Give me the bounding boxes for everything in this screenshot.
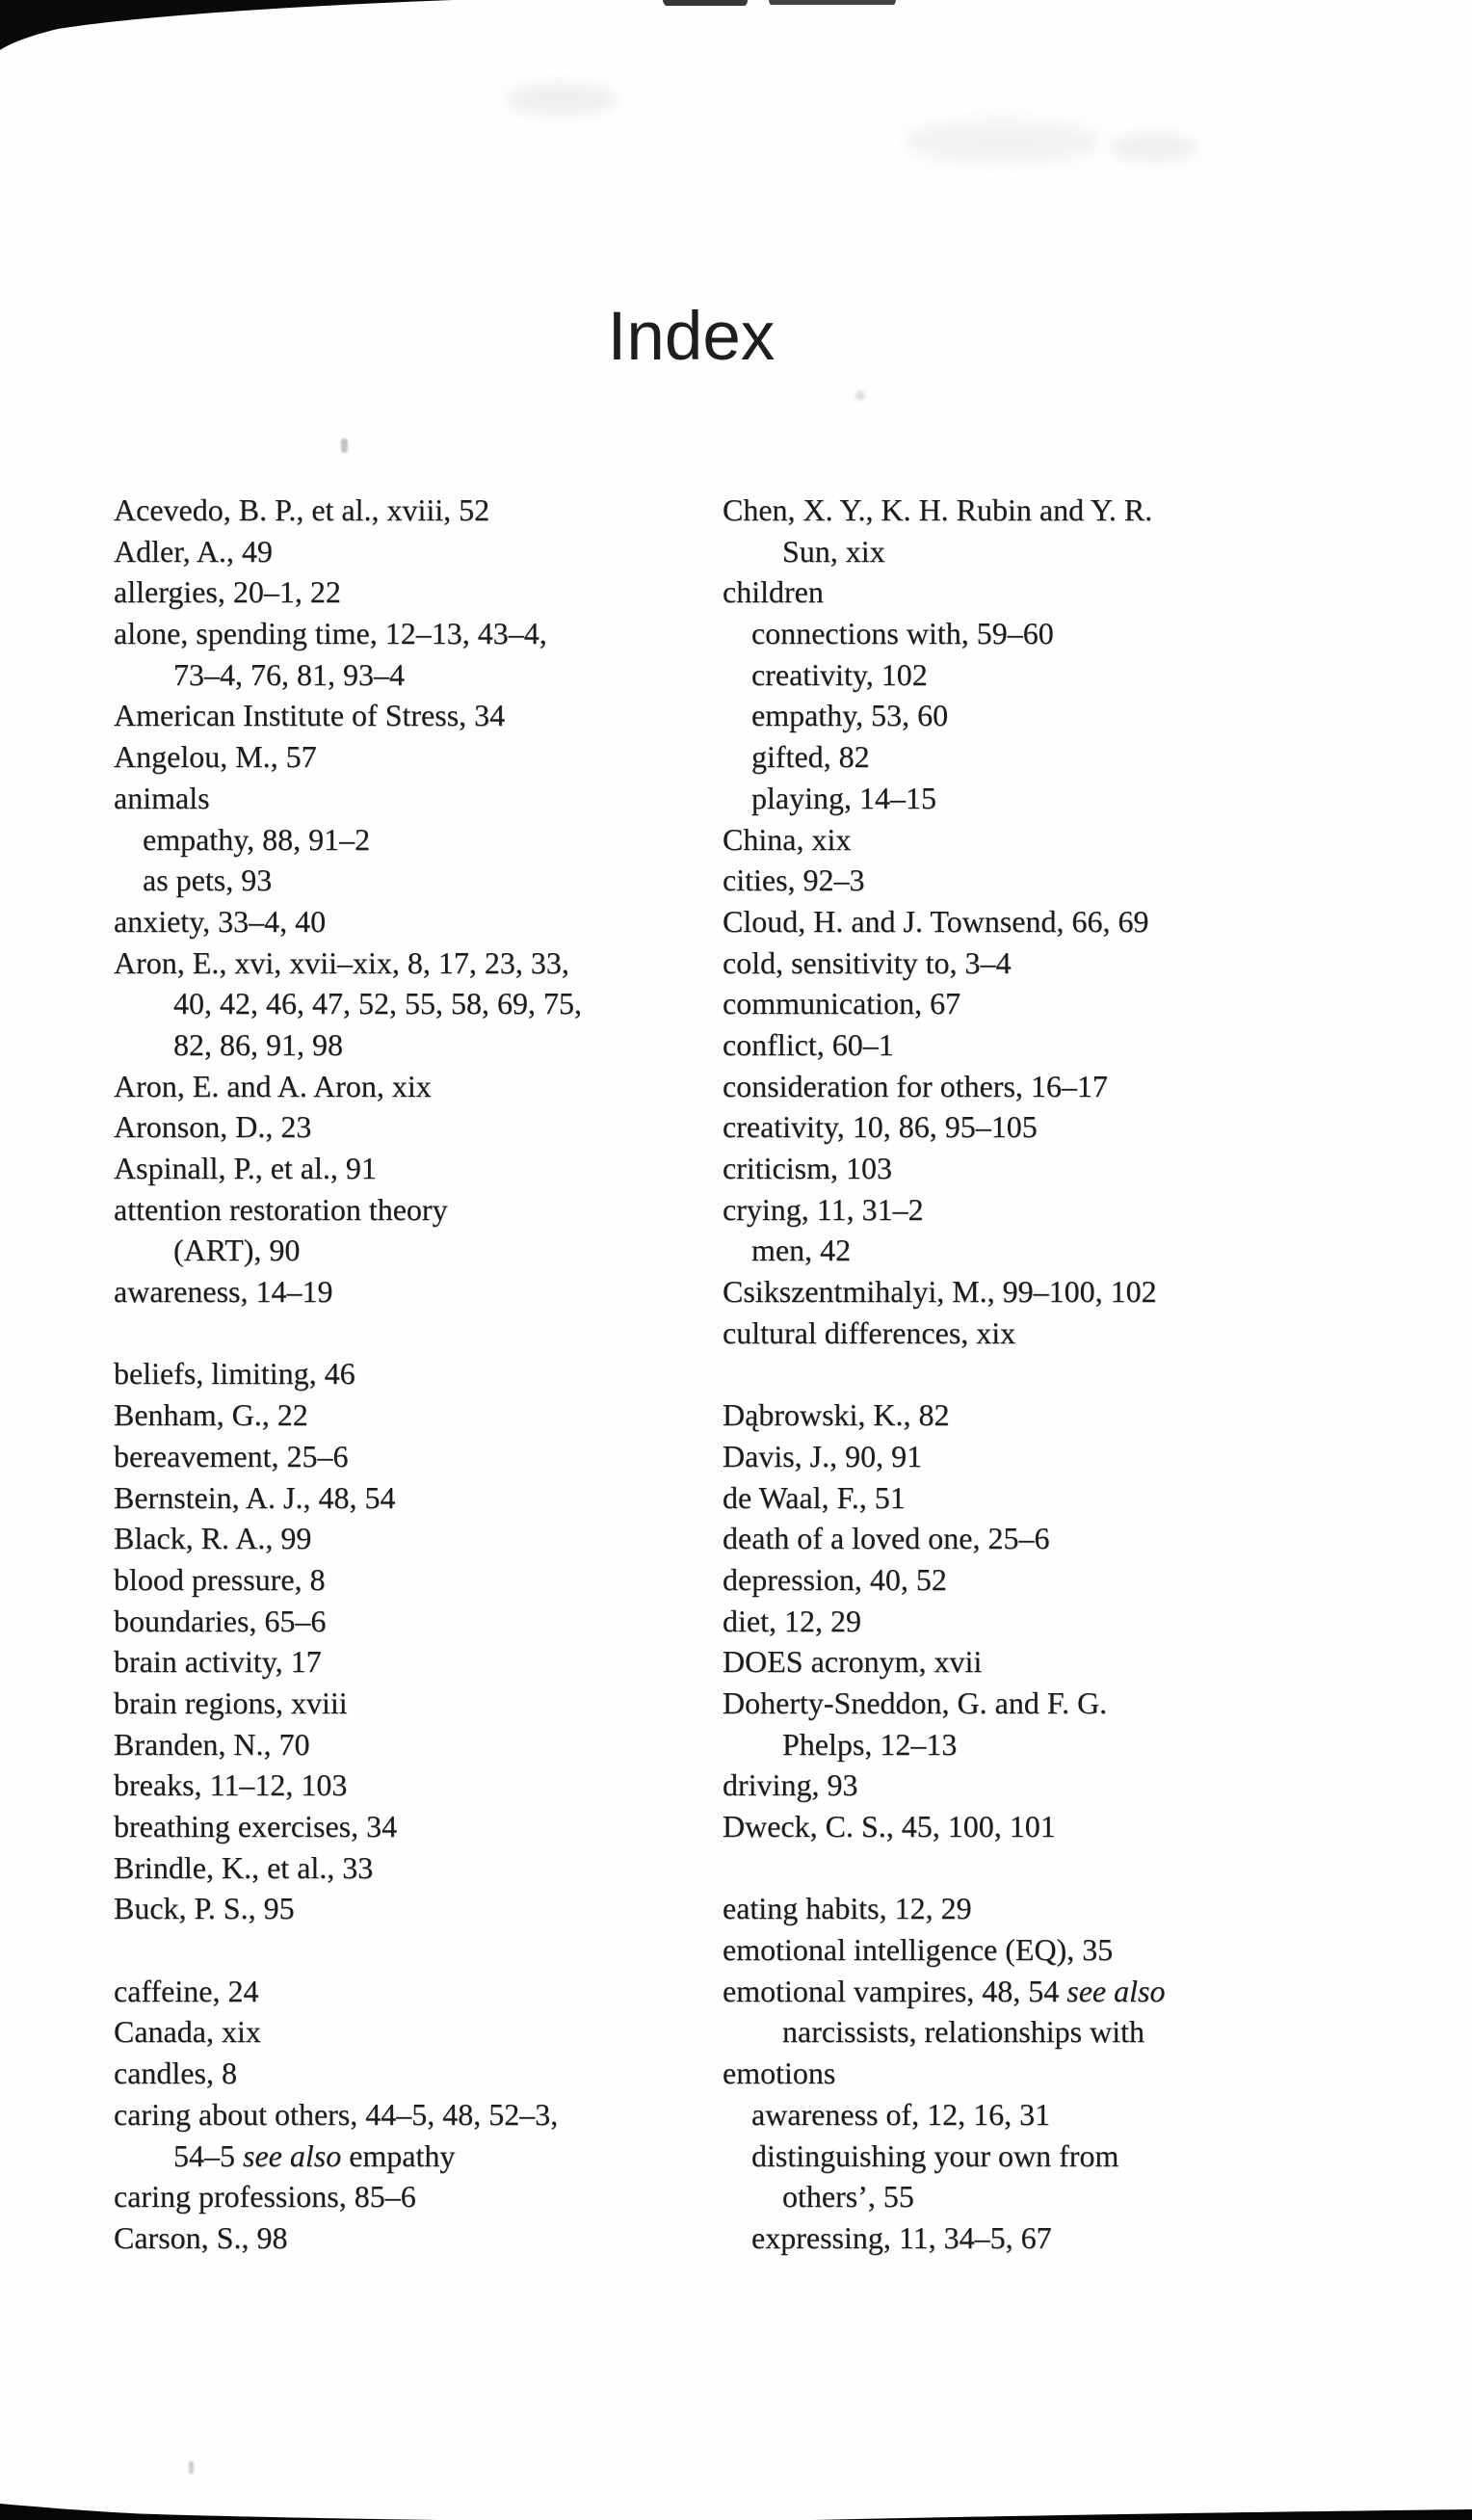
index-entry-line xyxy=(723,1024,1358,1066)
index-entry-line xyxy=(114,531,716,572)
entry-text: emotional intelligence (EQ), 35 xyxy=(723,1932,1114,1968)
entry-text: crying, 11, 31–2 xyxy=(723,1191,924,1227)
index-column-left xyxy=(114,490,716,2259)
entry-text: 54–5 xyxy=(173,2137,243,2173)
entry-text: creativity, 102 xyxy=(751,656,928,692)
entry-text: distinguishing your own from xyxy=(751,2137,1119,2173)
entry-text: children xyxy=(723,574,824,610)
entry-text: creativity, 10, 86, 95–105 xyxy=(723,1109,1038,1145)
scan-speck xyxy=(855,391,865,400)
entry-text: Sun, xix xyxy=(782,533,885,569)
entry-text: Branden, N., 70 xyxy=(114,1726,310,1762)
entry-text: Davis, J., 90, 91 xyxy=(723,1438,923,1473)
section-gap xyxy=(114,1313,716,1354)
entry-text: Phelps, 12–13 xyxy=(782,1726,958,1762)
entry-text: alone, spending time, 12–13, 43–4, xyxy=(114,616,547,651)
scan-speck xyxy=(189,2461,194,2474)
index-entry-line xyxy=(114,2135,716,2177)
index-entry-line xyxy=(723,613,1358,654)
index-entry-line xyxy=(114,1353,716,1394)
entry-text: allergies, 20–1, 22 xyxy=(114,574,341,610)
entry-text: caffeine, 24 xyxy=(114,1973,259,2008)
index-entry-line xyxy=(114,1724,716,1765)
index-entry-line xyxy=(723,654,1358,696)
scan-smudge xyxy=(1110,133,1198,162)
index-entry-line xyxy=(723,2053,1358,2094)
index-entry-line xyxy=(723,1971,1358,2012)
entry-text: Angelou, M., 57 xyxy=(114,739,317,775)
index-entry-line xyxy=(114,1847,716,1889)
entry-text: Carson, S., 98 xyxy=(114,2219,288,2255)
entry-text: cultural differences, xix xyxy=(723,1314,1016,1350)
index-entry-line xyxy=(723,1066,1358,1107)
index-entry-line xyxy=(114,613,716,654)
index-entry-line xyxy=(114,2217,716,2259)
entry-text: Dweck, C. S., 45, 100, 101 xyxy=(723,1809,1056,1844)
index-entry-line xyxy=(723,2011,1358,2053)
entry-text: animals xyxy=(114,780,210,815)
index-entry-line xyxy=(114,1230,716,1271)
entry-text: empathy xyxy=(341,2137,456,2173)
entry-text: blood pressure, 8 xyxy=(114,1561,326,1597)
index-entry-line xyxy=(114,1518,716,1559)
entry-text: 40, 42, 46, 47, 52, 55, 58, 69, 75, xyxy=(173,986,582,1021)
entry-text: emotional vampires, 48, 54 xyxy=(723,1973,1067,2008)
index-entry-line xyxy=(114,1024,716,1066)
entry-text: Doherty-Sneddon, G. and F. G. xyxy=(723,1684,1108,1720)
index-entry-line xyxy=(114,942,716,984)
entry-text: attention restoration theory xyxy=(114,1191,448,1227)
entry-text: awareness of, 12, 16, 31 xyxy=(751,2096,1051,2132)
index-entry-line xyxy=(723,695,1358,736)
entry-text: boundaries, 65–6 xyxy=(114,1603,327,1638)
index-entry-line xyxy=(723,901,1358,942)
index-entry-line xyxy=(114,901,716,942)
entry-text: communication, 67 xyxy=(723,986,961,1021)
index-column-right xyxy=(723,490,1358,2259)
index-entry-line xyxy=(723,1559,1358,1601)
entry-text: anxiety, 33–4, 40 xyxy=(114,903,327,939)
index-entry-line xyxy=(723,860,1358,901)
index-entry-line xyxy=(723,1148,1358,1189)
index-entry-line xyxy=(723,1806,1358,1847)
index-entry-line xyxy=(114,1601,716,1642)
entry-text: awareness, 14–19 xyxy=(114,1274,333,1310)
section-gap xyxy=(114,1929,716,1971)
entry-text: American Institute of Stress, 34 xyxy=(114,698,506,733)
index-entry-line xyxy=(723,2135,1358,2177)
index-entry-line xyxy=(723,1230,1358,1271)
index-entry-line xyxy=(114,1189,716,1231)
scan-speck xyxy=(341,438,348,453)
index-entry-line xyxy=(114,695,716,736)
index-entry-line xyxy=(114,1436,716,1477)
entry-text: brain activity, 17 xyxy=(114,1644,322,1680)
index-entry-line xyxy=(723,819,1358,861)
entry-text: cold, sensitivity to, 3–4 xyxy=(723,944,1012,980)
index-entry-line xyxy=(723,1601,1358,1642)
index-entry-line xyxy=(723,1888,1358,1929)
entry-text: breathing exercises, 34 xyxy=(114,1809,398,1844)
index-entry-line xyxy=(723,1106,1358,1148)
section-gap xyxy=(723,1353,1358,1394)
entry-text: Benham, G., 22 xyxy=(114,1397,308,1433)
entry-text: Buck, P. S., 95 xyxy=(114,1891,295,1926)
entry-text: narcissists, relationships with xyxy=(782,2014,1144,2050)
entry-text: connections with, 59–60 xyxy=(751,616,1054,651)
index-entry-line xyxy=(723,2176,1358,2217)
see-also-italic: see also xyxy=(243,2137,342,2173)
index-entry-line xyxy=(723,1313,1358,1354)
index-entry-line xyxy=(114,1148,716,1189)
entry-text: Aron, E. and A. Aron, xix xyxy=(114,1068,432,1103)
index-entry-line xyxy=(114,1066,716,1107)
see-also-italic: see also xyxy=(1066,1973,1166,2008)
entry-text: Brindle, K., et al., 33 xyxy=(114,1849,374,1885)
index-entry-line xyxy=(114,1806,716,1847)
entry-text: (ART), 90 xyxy=(173,1233,301,1268)
entry-text: empathy, 88, 91–2 xyxy=(143,821,371,857)
section-gap xyxy=(723,1847,1358,1889)
entry-text: brain regions, xviii xyxy=(114,1684,348,1720)
entry-text: de Waal, F., 51 xyxy=(723,1479,906,1515)
index-entry-line xyxy=(723,1436,1358,1477)
index-entry-line xyxy=(723,1518,1358,1559)
entry-text: others’, 55 xyxy=(782,2179,914,2215)
entry-text: caring professions, 85–6 xyxy=(114,2179,416,2215)
entry-text: candles, 8 xyxy=(114,2056,237,2091)
entry-text: consideration for others, 16–17 xyxy=(723,1068,1108,1103)
index-entry-line xyxy=(114,2053,716,2094)
entry-text: Aron, E., xvi, xvii–xix, 8, 17, 23, 33, xyxy=(114,944,569,980)
index-entry-line xyxy=(114,490,716,531)
entry-text: DOES acronym, xvii xyxy=(723,1644,983,1680)
index-entry-line xyxy=(723,571,1358,613)
index-entry-line xyxy=(723,490,1358,531)
entry-text: gifted, 82 xyxy=(751,739,870,775)
entry-text: China, xix xyxy=(723,821,852,857)
index-entry-line xyxy=(114,1394,716,1436)
entry-text: Aronson, D., 23 xyxy=(114,1109,312,1145)
entry-text: Aspinall, P., et al., 91 xyxy=(114,1151,377,1185)
index-entry-line xyxy=(723,1271,1358,1313)
index-entry-line xyxy=(723,1477,1358,1519)
scan-artifact-bottom-edge xyxy=(0,2499,1472,2520)
index-entry-line xyxy=(114,778,716,819)
index-entry-line xyxy=(114,860,716,901)
entry-text: Cloud, H. and J. Townsend, 66, 69 xyxy=(723,903,1149,939)
entry-text: diet, 12, 29 xyxy=(723,1603,861,1638)
index-entry-line xyxy=(114,1271,716,1313)
index-entry-line xyxy=(114,1559,716,1601)
index-entry-line xyxy=(114,1683,716,1724)
index-entry-line xyxy=(723,1683,1358,1724)
index-entry-line xyxy=(723,1764,1358,1806)
index-entry-line xyxy=(723,1724,1358,1765)
index-entry-line xyxy=(723,1929,1358,1971)
index-entry-line xyxy=(114,2176,716,2217)
index-entry-line xyxy=(723,2217,1358,2259)
index-entry-line xyxy=(723,736,1358,778)
scan-smudge xyxy=(904,119,1101,164)
page-title: Index xyxy=(607,299,775,375)
index-entry-line xyxy=(723,1394,1358,1436)
index-entry-line xyxy=(114,1106,716,1148)
index-entry-line xyxy=(114,2011,716,2053)
entry-text: conflict, 60–1 xyxy=(723,1026,894,1062)
index-entry-line xyxy=(114,1477,716,1519)
index-entry-line xyxy=(114,1641,716,1683)
index-entry-line xyxy=(114,1764,716,1806)
entry-text: driving, 93 xyxy=(723,1767,858,1803)
entry-text: Chen, X. Y., K. H. Rubin and Y. R. xyxy=(723,492,1153,527)
index-entry-line xyxy=(723,1641,1358,1683)
entry-text: Dąbrowski, K., 82 xyxy=(723,1397,950,1433)
entry-text: playing, 14–15 xyxy=(751,780,936,815)
entry-text: Csikszentmihalyi, M., 99–100, 102 xyxy=(723,1274,1157,1310)
entry-text: men, 42 xyxy=(751,1233,852,1268)
index-entry-line xyxy=(114,654,716,696)
entry-text: Bernstein, A. J., 48, 54 xyxy=(114,1479,396,1515)
entry-text: 73–4, 76, 81, 93–4 xyxy=(173,656,405,692)
index-entry-line xyxy=(723,531,1358,572)
entry-text: emotions xyxy=(723,2056,836,2091)
entry-text: 82, 86, 91, 98 xyxy=(173,1026,343,1062)
index-entry-line xyxy=(114,1888,716,1929)
entry-text: death of a loved one, 25–6 xyxy=(723,1521,1050,1556)
index-entry-line xyxy=(723,2094,1358,2135)
entry-text: as pets, 93 xyxy=(143,862,273,898)
entry-text: breaks, 11–12, 103 xyxy=(114,1767,348,1803)
entry-text: caring about others, 44–5, 48, 52–3, xyxy=(114,2096,559,2132)
scan-smudge xyxy=(506,83,617,116)
entry-text: beliefs, limiting, 46 xyxy=(114,1356,355,1392)
entry-text: cities, 92–3 xyxy=(723,862,865,898)
entry-text: Canada, xix xyxy=(114,2014,261,2050)
entry-text: Acevedo, B. P., et al., xviii, 52 xyxy=(114,492,490,527)
entry-text: expressing, 11, 34–5, 67 xyxy=(751,2219,1052,2255)
index-entry-line xyxy=(723,942,1358,984)
index-entry-line xyxy=(723,1189,1358,1231)
index-entry-line xyxy=(723,778,1358,819)
entry-text: Black, R. A., 99 xyxy=(114,1521,312,1556)
index-entry-line xyxy=(114,1971,716,2012)
entry-text: eating habits, 12, 29 xyxy=(723,1891,972,1926)
entry-text: depression, 40, 52 xyxy=(723,1561,947,1597)
entry-text: Adler, A., 49 xyxy=(114,533,273,569)
index-entry-line xyxy=(114,571,716,613)
entry-text: criticism, 103 xyxy=(723,1151,892,1185)
scan-artifact-top-edge xyxy=(0,0,1472,67)
entry-text: empathy, 53, 60 xyxy=(751,698,949,733)
index-entry-line xyxy=(114,819,716,861)
index-entry-line xyxy=(723,983,1358,1024)
entry-text: bereavement, 25–6 xyxy=(114,1438,349,1473)
index-entry-line xyxy=(114,2094,716,2135)
index-entry-line xyxy=(114,736,716,778)
index-entry-line xyxy=(114,983,716,1024)
